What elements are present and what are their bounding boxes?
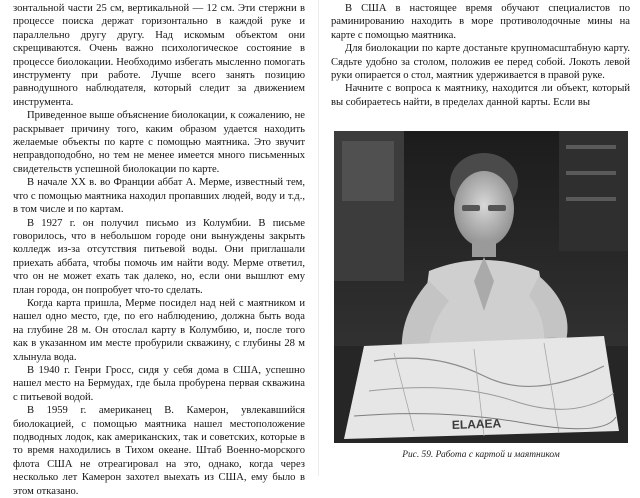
paragraph: В начале XX в. во Франции аббат А. Мерме, известный тем, что с помощью маятника находил пропавших людей, воду и т.д., в том числе и по картам. xyxy=(13,177,305,216)
paragraph: В США в настоящее время обучают специалистов по раминированию находить в море противолодочные мины на карте с помощью маятника. xyxy=(331,3,630,41)
paragraph: Начните с вопроса к маятнику, находится ли объект, который вы собираетесь найти, в пределах данной карты. Если вы xyxy=(331,83,630,108)
paragraph: зонтальной части 25 см, вертикальной — 12 см. Эти стержни в процессе поиска держат горизонтально в каждой руке и параллельно другу другу. Над искомым объектом они скрещиваются. Очень важно психологическое состояние в процессе биолокации. Необходимо избегать мысленно помогать инструменту при работе. Лучше всего занять позицию равнодушного наблюдателя, который следит за движением инструмента. xyxy=(13,3,305,108)
paragraph: Для биолокации по карте достаньте крупномасштабную карту. Сядьте удобно за столом, положив ее перед собой. Локоть левой руки опирается о стол, маятник удерживается в правой руке. xyxy=(331,43,630,82)
map-lettering: ELAAEA xyxy=(451,416,502,432)
page-gutter xyxy=(318,0,319,476)
figure-photo xyxy=(334,131,628,443)
paragraph: Приведенное выше объяснение биолокации, к сожалению, не раскрывает причину того, каким образом удается находить желаемые объекты по карте с помощью маятника. Это звучит неправдоподобно, но тем не менее имеется много письменных свидетельств успешной биолокации по карте. xyxy=(13,110,305,175)
paragraph: В 1927 г. он получил письмо из Колумбии. В письме говорилось, что в небольшом городе они вынуждены закрыть колледж из-за отсутствия питьевой воды. Они приглашали приехать аббата, чтобы помочь им найти воду. Мерме ответил, что он не может ехать так далеко, но, если они вышлют ему план города, он попробует что-то сделать. xyxy=(13,217,305,296)
figure-caption: Рис. 59. Работа с картой и маятником xyxy=(402,450,560,460)
paragraph: В 1940 г. Генри Гросс, сидя у себя дома в США, успешно нашел место на Бермудах, где была пробурена первая скважина с питьевой водой. xyxy=(13,364,305,403)
right-page-column xyxy=(331,2,630,109)
left-page-column xyxy=(13,2,305,498)
photo-illustration xyxy=(334,131,628,443)
paragraph: Когда карта пришла, Мерме посидел над ней с маятником и нашел одно место, где, по его наблюдению, должна быть вода на глубине 28 м. Он отослал карту в Колумбию, и, после того как в указанном им месте пробурили скважину, с глубины 28 м хлынула вода. xyxy=(13,297,305,363)
paragraph: В 1959 г. американец В. Камерон, увлекавшийся биолокацией, с помощью маятника нашел местоположение подводных лодок, как американских, так и советских, которые в то время находились в Тихом океане. Штаб Военно-морского флота США не отреагировал на это, однако, когда через несколько лет Камерон захотел выехать из США, ему было в этом отказано. xyxy=(13,405,305,497)
